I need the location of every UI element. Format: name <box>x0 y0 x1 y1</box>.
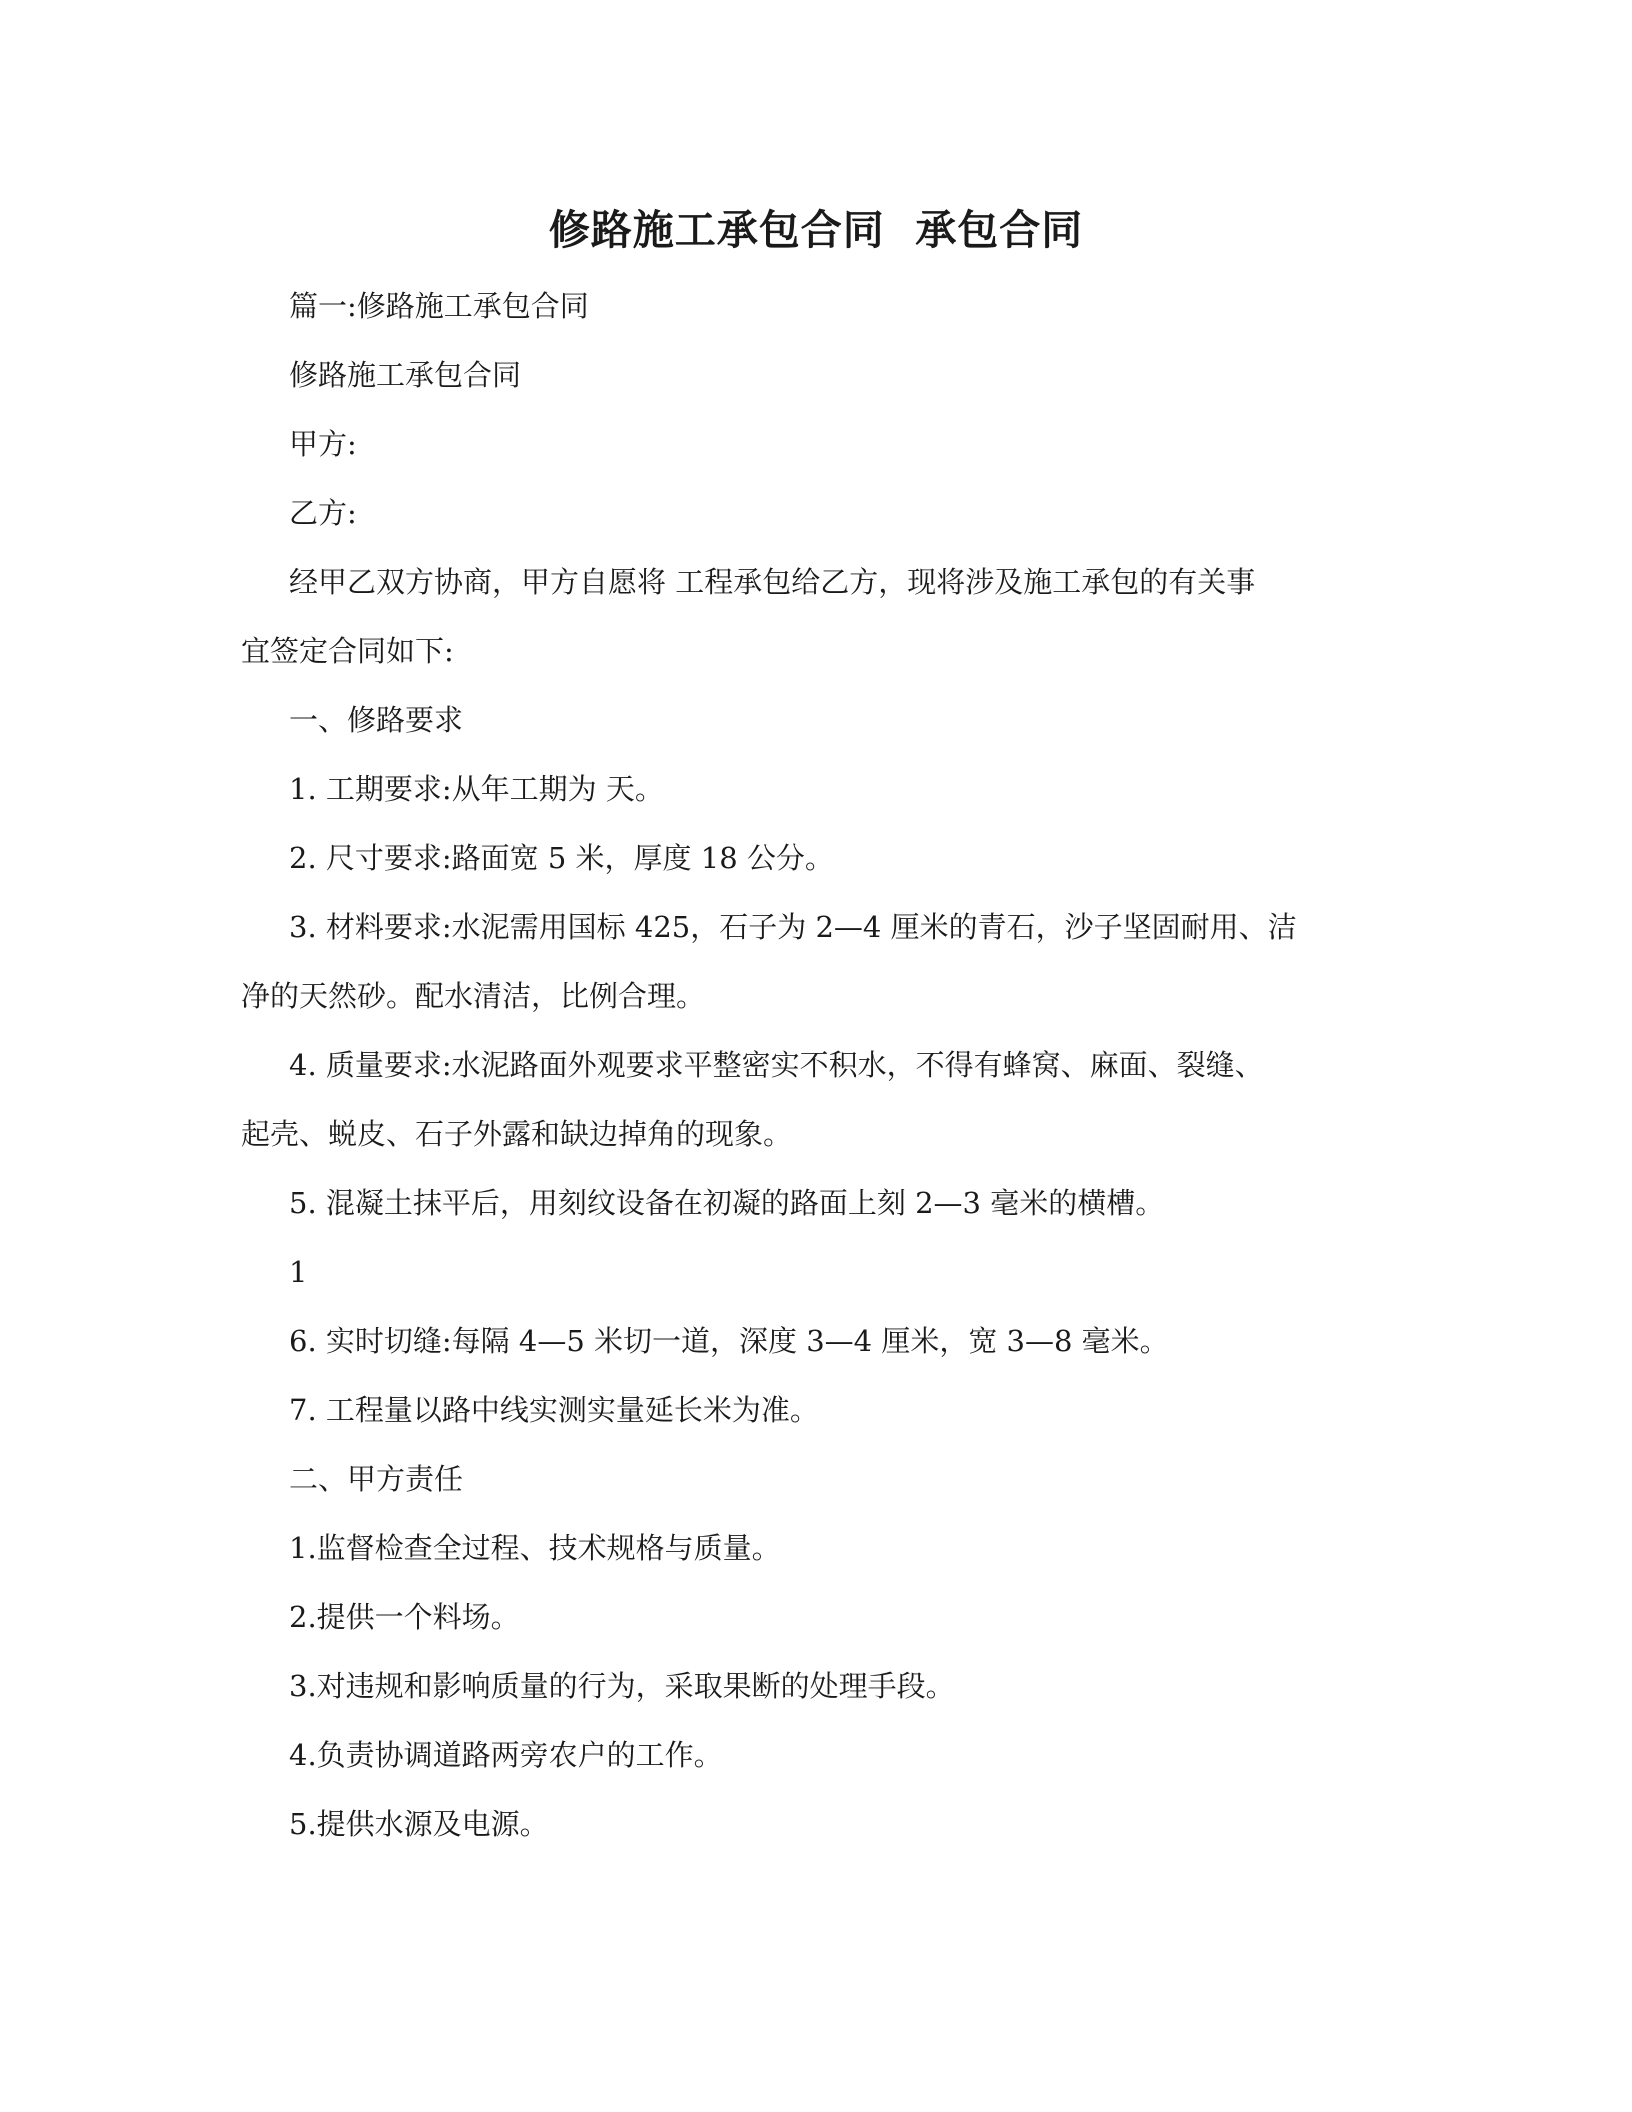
clause-1-1: 1. 工期要求:从年工期为 天。 <box>289 772 664 806</box>
clause-1-3-line-2: 净的天然砂。配水清洁，比例合理。 <box>241 979 706 1013</box>
clause-1-4-line-1: 4. 质量要求:水泥路面外观要求平整密实不积水，不得有蜂窝、麻面、裂缝、 <box>289 1048 1264 1082</box>
page-number: 1 <box>289 1255 308 1289</box>
document-title: 修路施工承包合同 承包合同 <box>548 206 1084 254</box>
clause-2-3: 3.对违规和影响质量的行为，采取果断的处理手段。 <box>289 1669 955 1703</box>
section-two-heading: 二、甲方责任 <box>289 1462 464 1496</box>
clause-1-7: 7. 工程量以路中线实测实量延长米为准。 <box>289 1393 819 1427</box>
preamble-line-1: 经甲乙双方协商，甲方自愿将 工程承包给乙方，现将涉及施工承包的有关事 <box>289 565 1256 599</box>
clause-1-2: 2. 尺寸要求:路面宽 5 米，厚度 18 公分。 <box>289 841 834 875</box>
section-one-heading: 一、修路要求 <box>289 703 464 737</box>
clause-1-4-line-2: 起壳、蜕皮、石子外露和缺边掉角的现象。 <box>241 1117 793 1151</box>
clause-2-4: 4.负责协调道路两旁农户的工作。 <box>289 1738 723 1772</box>
clause-1-6: 6. 实时切缝:每隔 4—5 米切一道，深度 3—4 厘米，宽 3—8 毫米。 <box>289 1324 1169 1358</box>
clause-1-3-line-1: 3. 材料要求:水泥需用国标 425，石子为 2—4 厘米的青石，沙子坚固耐用、洁 <box>289 910 1297 944</box>
clause-2-1: 1.监督检查全过程、技术规格与质量。 <box>289 1531 781 1565</box>
party-b-label: 乙方: <box>289 496 357 530</box>
preamble-line-2: 宜签定合同如下: <box>241 634 454 668</box>
section-heading: 篇一:修路施工承包合同 <box>289 289 589 323</box>
clause-1-5: 5. 混凝土抹平后，用刻纹设备在初凝的路面上刻 2—3 毫米的横槽。 <box>289 1186 1165 1220</box>
clause-2-5: 5.提供水源及电源。 <box>289 1807 549 1841</box>
party-a-label: 甲方: <box>289 427 357 461</box>
clause-2-2: 2.提供一个料场。 <box>289 1600 520 1634</box>
contract-name: 修路施工承包合同 <box>289 358 522 392</box>
